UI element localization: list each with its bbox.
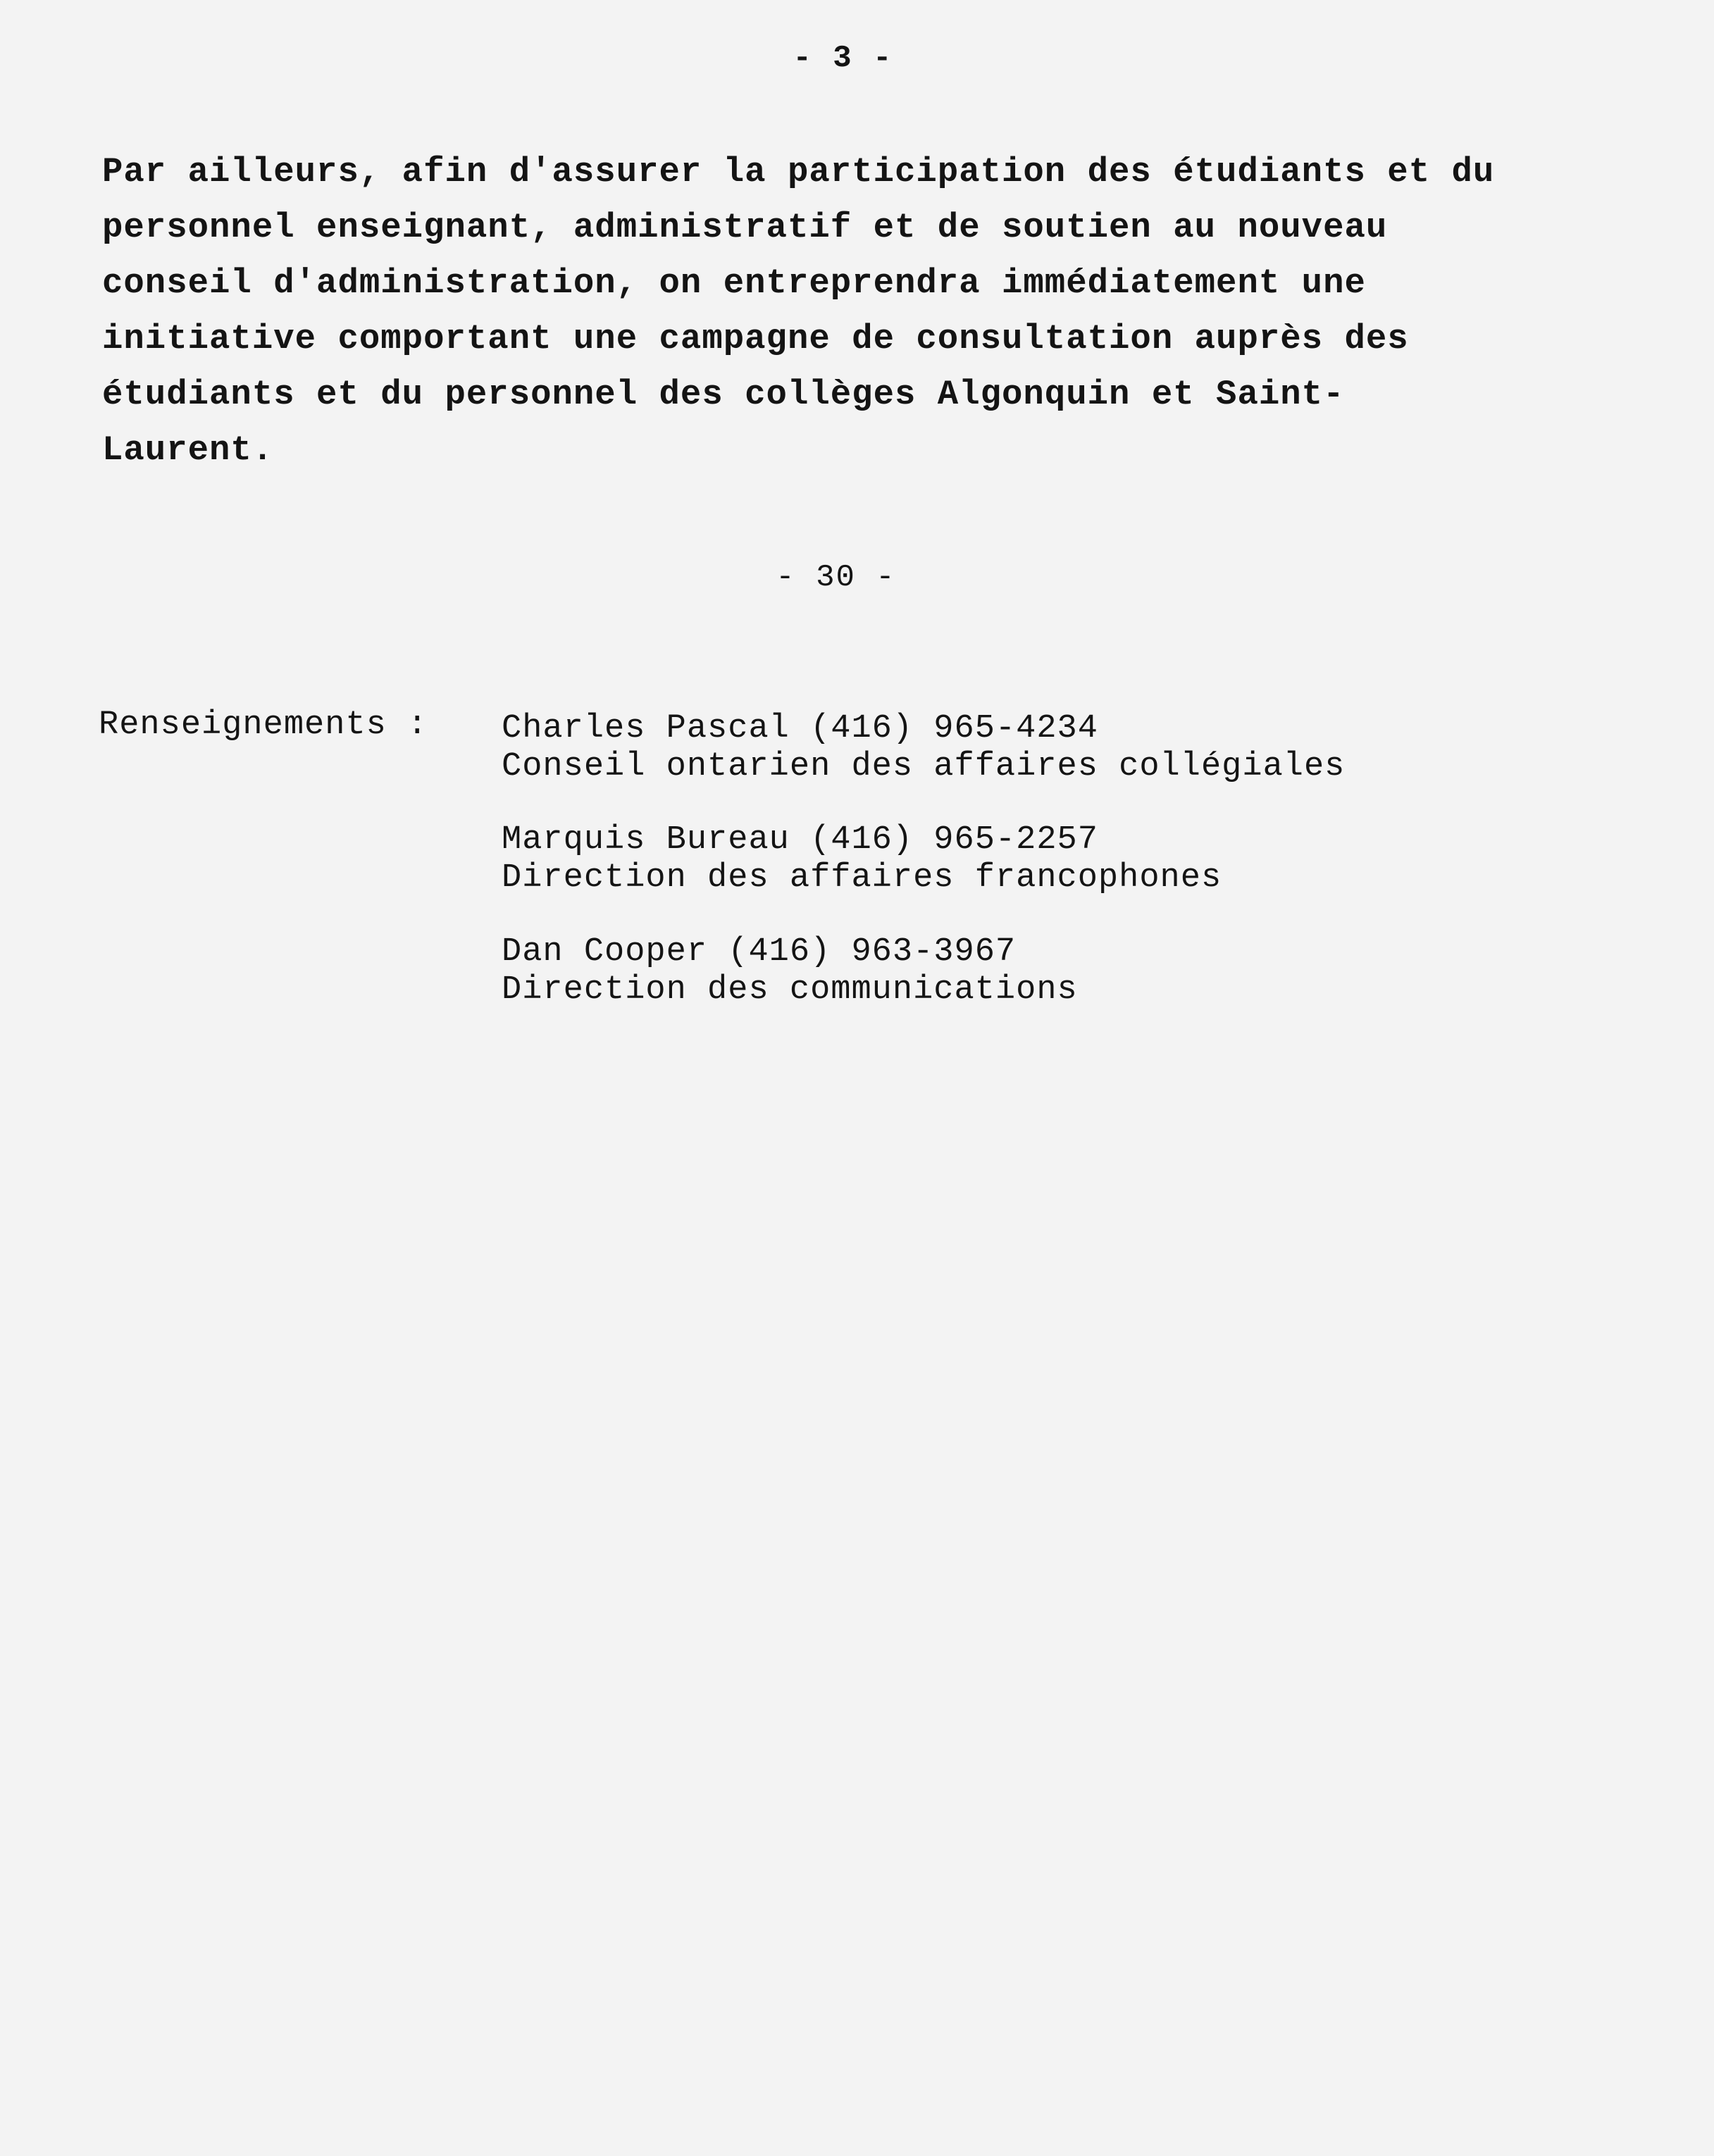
- paragraph-line: Par ailleurs, afin d'assurer la participation des étudiants et du: [102, 152, 1495, 192]
- contact-entry: [502, 710, 1345, 786]
- contact-organization: Direction des communications: [502, 971, 1078, 1009]
- paragraph-line: étudiants et du personnel des collèges Algonquin et Saint-: [102, 375, 1345, 414]
- page-number: - 3 -: [793, 41, 893, 76]
- paragraph-line: Laurent.: [102, 430, 274, 470]
- body-paragraph: [102, 144, 1617, 478]
- paragraph-line: initiative comportant une campagne de consultation auprès des: [102, 319, 1409, 359]
- paragraph-line: personnel enseignant, administratif et de soutien au nouveau: [102, 208, 1388, 247]
- contact-organization: Conseil ontarien des affaires collégiales: [502, 748, 1346, 785]
- end-marker: - 30 -: [776, 560, 896, 595]
- contact-name-phone: Dan Cooper (416) 963-3967: [502, 933, 1017, 971]
- contact-entry: [502, 933, 1078, 1009]
- paragraph-line: conseil d'administration, on entreprendra immédiatement une: [102, 263, 1366, 303]
- contact-organization: Direction des affaires francophones: [502, 859, 1222, 897]
- contact-name-phone: Marquis Bureau (416) 965-2257: [502, 821, 1098, 859]
- contact-name-phone: Charles Pascal (416) 965-4234: [502, 710, 1098, 747]
- contact-entry: [502, 821, 1222, 897]
- contacts-label: Renseignements :: [99, 706, 428, 744]
